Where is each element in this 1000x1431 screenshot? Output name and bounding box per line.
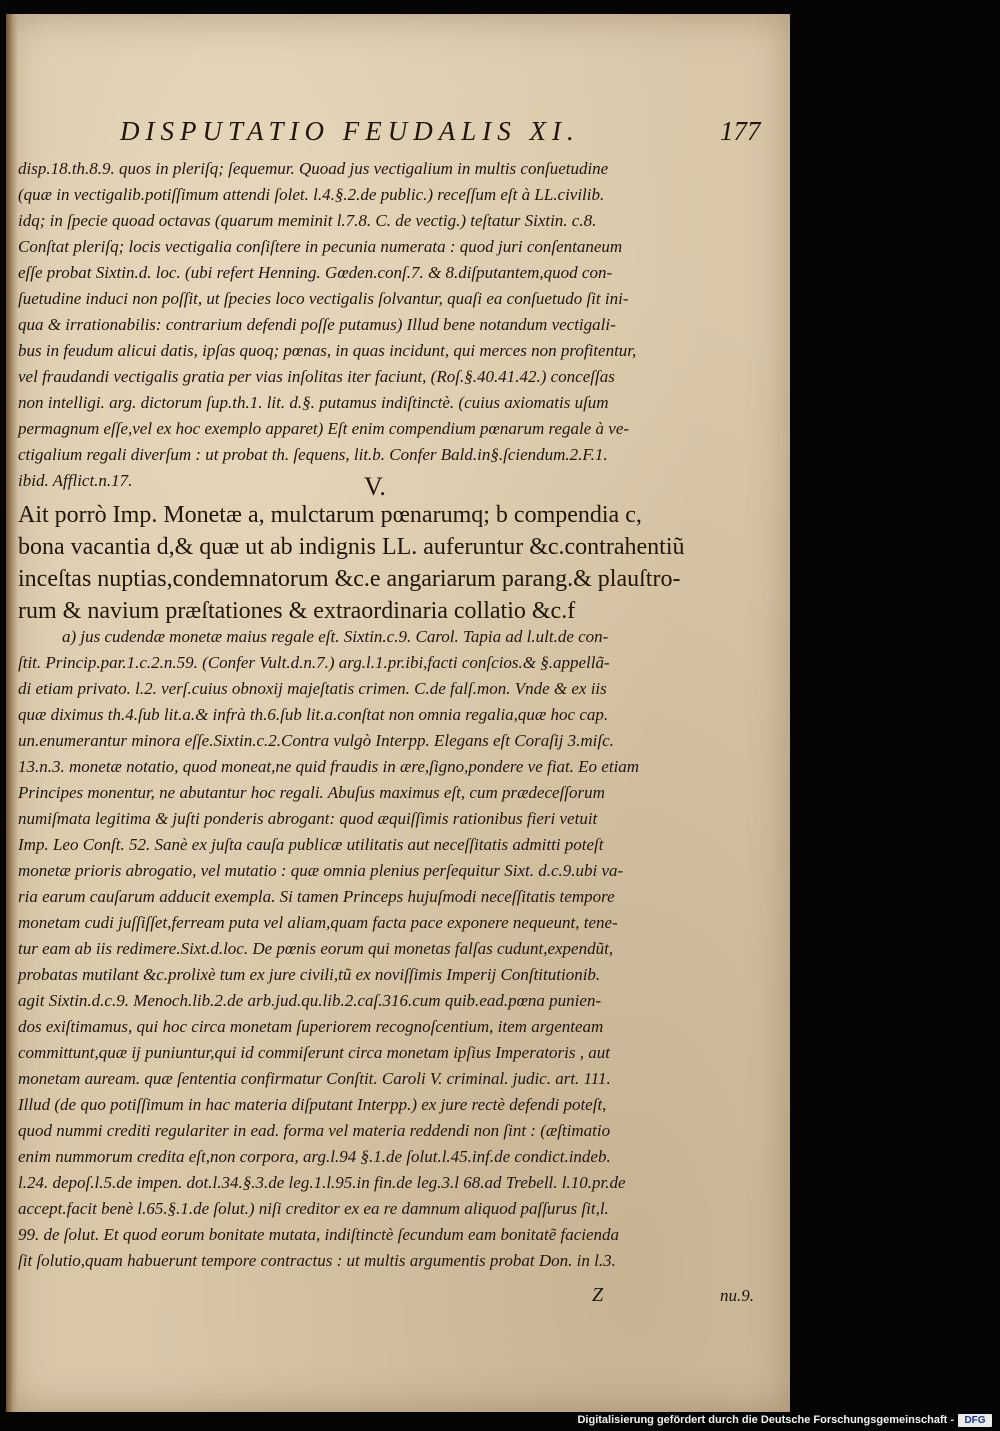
note-line: agit Sixtin.d.c.9. Menoch.lib.2.de arb.jud.qu.lib.2.caſ.316.cum quib.ead.pœna punien- (18, 991, 602, 1010)
note-line: monetam cudi juſſiſſet,ferream puta vel aliam,quam facta pace exponere nequeunt, tene- (18, 913, 618, 932)
text-line: ctigalium regali diverſum : ut probat th. ſequens, lit.b. Confer Bald.in§.ſciendum.2.F.1. (18, 445, 608, 464)
running-title: DISPUTATIO FEUDALIS XI. (120, 116, 580, 146)
text-line: ſuetudine induci non poſſit, ut ſpecies loco vectigalis ſolvantur, quaſi ea conſuetudo ſit ini- (18, 289, 629, 308)
note-line: un.enumerantur minora eſſe.Sixtin.c.2.Contra vulgò Interpp. Elegans eſt Coraſij 3.miſc. (18, 731, 614, 750)
note-line: Illud (de quo potiſſimum in hac materia diſputant Interpp.) ex jure rectè defendi poteſt, (18, 1095, 607, 1114)
note-line: accept.facit benè l.65.§.1.de ſolut.) niſi creditor ex ea re damnum aliquod paſſurus ſit,l. (18, 1199, 609, 1218)
note-line: Principes monentur, ne abutantur hoc regali. Abuſus maximus eſt, cum prædeceſſorum (18, 783, 605, 802)
thesis-line: bona vacantia d,& quæ ut ab indignis LL. auferuntur &c.contrahentiũ (18, 534, 685, 560)
page-gutter (6, 14, 18, 1412)
note-line: monetæ prioris abrogatio, vel mutatio : quæ omnia plenius perſequitur Sixt. d.c.9.ubi va- (18, 861, 624, 880)
note-line: ria earum cauſarum adducit exempla. Si tamen Princeps hujuſmodi neceſſitatis tempore (18, 887, 615, 906)
note-line: probatas mutilant &c.prolixè tum ex jure civili,tũ ex noviſſimis Imperij Conſtitutionib. (18, 965, 601, 984)
text-line: idq; in ſpecie quoad octavas (quarum meminit l.7.8. C. de vectig.) teſtatur Sixtin. c.8. (18, 211, 597, 230)
text-line: Conſtat pleriſq; locis vectigalia conſiſtere in pecunia numerata : quod juri conſentaneum (18, 237, 623, 256)
note-line: monetam auream. quæ ſententia confirmatur Conſtit. Caroli V. criminal. judic. art. 111. (18, 1069, 611, 1088)
note-line: Imp. Leo Conſt. 52. Sanè ex juſta cauſa publicæ utilitatis aut neceſſitatis admitti poteſt (18, 835, 604, 854)
thesis-line: inceſtas nuptias,condemnatorum &c.e angariarum parang.& plauſtro- (18, 566, 681, 592)
text-line: non intelligi. arg. dictorum ſup.th.1. lit. d.§. putamus indiſtinctè. (cuius axiomatis uſum (18, 393, 609, 412)
note-line: ſit ſolutio,quam habuerunt tempore contractus : ut multis argumentis probat Don. in l.3. (18, 1251, 616, 1270)
section-number: V. (364, 472, 386, 501)
note-line: numiſmata legitima & juſti ponderis abrogant: quod æquiſſimis rationibus fieri vetuit (18, 809, 598, 828)
text-line: permagnum eſſe,vel ex hoc exemplo apparet) Eſt enim compendium pœnarum regale à ve- (18, 419, 630, 438)
text-line: eſſe probat Sixtin.d. loc. (ubi refert Henning. Gœden.conſ.7. & 8.diſputantem,quod con- (18, 263, 613, 282)
note-line: committunt,quæ ij puniuntur,qui id commiſerunt circa monetam ipſius Imperatoris , aut (18, 1043, 610, 1062)
funding-notice: Digitalisierung gefördert durch die Deutsche Forschungsgemeinschaft - (577, 1414, 954, 1426)
footer-bar (0, 1412, 1000, 1431)
note-line: di etiam privato. l.2. verſ.cuius obnoxij majeſtatis crimen. C.de falſ.mon. Vnde & ex iis (18, 679, 607, 698)
text-line: ibid. Afflict.n.17. (18, 471, 133, 490)
note-line: a) jus cudendæ monetæ maius regale eſt. Sixtin.c.9. Carol. Tapia ad l.ult.de con- (62, 627, 609, 646)
note-line: 13.n.3. monetæ notatio, quod moneat,ne quid fraudis in ære,ſigno,pondere ve fiat. Eo etiam (18, 757, 640, 776)
text-line: disp.18.th.8.9. quos in pleriſq; ſequemur. Quoad jus vectigalium in multis conſuetudine (18, 159, 609, 178)
note-line: enim nummorum credita eſt,non corpora, arg.l.94 §.1.de ſolut.l.45.inf.de condict.indeb. (18, 1147, 611, 1166)
text-line: (quæ in vectigalib.potiſſimum attendi ſolet. l.4.§.2.de public.) receſſum eſt à LL.civilib. (18, 185, 605, 204)
thesis-line: Ait porrò Imp. Monetæ a, mulctarum pœnarumq; b compendia c, (18, 502, 642, 528)
note-line: ſtit. Princip.par.1.c.2.n.59. (Confer Vult.d.n.7.) arg.l.1.pr.ibi,facti conſcios.& §.appellã- (18, 653, 610, 672)
book-page (6, 14, 790, 1412)
signature-mark: Z (592, 1284, 604, 1306)
text-line: vel fraudandi vectigalis gratia per vias inſolitas iter faciunt, (Roſ.§.40.41.42.) conceſſas (18, 367, 615, 386)
note-line: 99. de ſolut. Et quod eorum bonitate mutata, indiſtinctè ſecundum eam bonitatẽ facienda (18, 1225, 620, 1244)
page-number: 177 (720, 116, 761, 146)
dfg-logo: DFG (958, 1414, 992, 1427)
note-line: quod nummi crediti regulariter in ead. forma vel materia reddendi non ſint : (æſtimatio (18, 1121, 611, 1140)
text-line: bus in feudum alicui datis, ipſas quoq; pœnas, in quas incidunt, qui merces non profitentur, (18, 341, 637, 360)
text-line: qua & irrationabilis: contrarium defendi poſſe putamus) Illud bene notandum vectigali- (18, 315, 616, 334)
note-line: quæ diximus th.4.ſub lit.a.& infrà th.6.ſub lit.a.conſtat non omnia regalia,quæ hoc cap. (18, 705, 609, 724)
note-line: l.24. depoſ.l.5.de impen. dot.l.34.§.3.de leg.1.l.95.in fin.de leg.3.l 68.ad Trebell. l.10.pr.de (18, 1173, 626, 1192)
note-line: tur eam ab iis redimere.Sixt.d.loc. De pœnis eorum qui monetas falſas cudunt,expendũt, (18, 939, 614, 958)
catchword: nu.9. (720, 1286, 754, 1305)
note-line: dos exiſtimamus, qui hoc circa monetam ſuperiorem recognoſcentium, item argenteam (18, 1017, 604, 1036)
thesis-line: rum & navium præſtationes & extraordinaria collatio &c.f (18, 598, 576, 624)
